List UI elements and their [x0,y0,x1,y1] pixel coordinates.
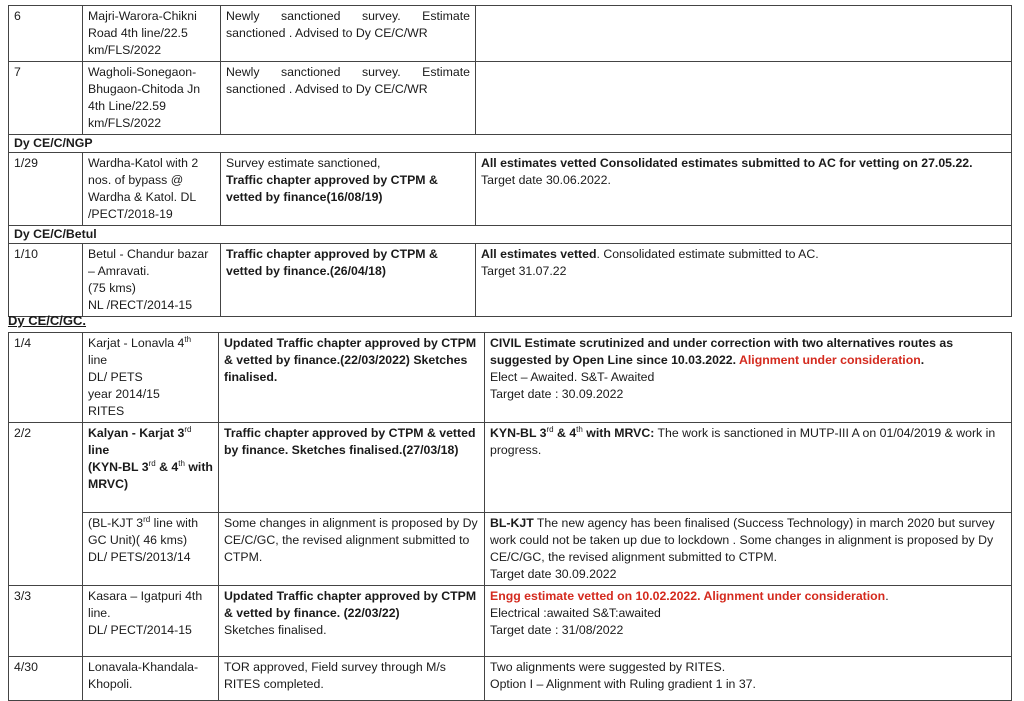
cell-paragraph [490,566,1006,583]
cell-text: KYN-BL 3 [490,426,547,440]
cell-text: The new agency has been finalised (Success Technology) in march 2020 but survey work could not be taken up due to lockdown . Some changes in alignment is proposed by Dy CE/C/GC, the revised alignment submitted to CTPM. [490,516,995,564]
cell-text: line [88,443,110,457]
cell-text: year 2014/15 [88,387,160,401]
cell-text: Kalyan - Karjat 3 [88,426,185,440]
cell-text: with MRVC) [88,460,213,491]
cell-paragraph [490,622,1006,639]
serial-number-cell [9,423,83,513]
remarks-cell [476,153,1012,226]
cell-paragraph [88,297,215,314]
cell-text: Target date 30.09.2022 [490,567,617,581]
cell-text: Target 31.07.22 [481,264,567,278]
serial-number-cell [9,244,83,317]
cell-text: line with GC Unit)( 46 kms) [88,516,199,547]
cell-paragraph [14,246,77,263]
cell-paragraph [481,246,1006,263]
cell-text: Traffic chapter approved by CTPM & vetted by finance.(26/04/18) [226,247,438,278]
cell-paragraph [14,588,77,605]
cell-text: Traffic chapter approved by CTPM & vetted by finance. Sketches finalised.(27/03/18) [224,426,476,457]
remarks-cell [485,657,1012,701]
serial-number-cell [9,6,83,62]
cell-text: (BL-KJT 3 [88,516,144,530]
survey-status-cell [219,423,485,513]
cell-paragraph [490,588,1006,605]
cell-text: CIVIL Estimate scrutinized and under correction with two alternatives routes as suggested by Open Line since 10.03.2022. [490,336,954,367]
cell-text: Updated Traffic chapter approved by CTPM & vetted by finance. (22/03/22) [224,589,477,620]
cell-text: DL/ PETS/2013/14 [88,550,191,564]
remarks-cell [485,513,1012,586]
survey-status-cell [219,657,485,701]
survey-status-cell [219,333,485,423]
highlighted-status-text: Alignment under consideration [739,353,921,367]
cell-paragraph [224,622,479,639]
cell-paragraph [490,605,1006,622]
cell-paragraph [14,155,77,172]
cell-paragraph [88,403,213,420]
cell-paragraph [226,64,470,98]
survey-status-cell [219,586,485,657]
cell-text: All estimates vetted Consolidated estimates submitted to AC for vetting on 27.05.22. [481,156,973,170]
cell-text: 2/2 [14,426,32,440]
cell-paragraph [490,369,1006,386]
cell-paragraph [88,588,213,622]
cell-paragraph [224,335,479,386]
survey-status-cell [221,6,476,62]
serial-number-cell [9,513,83,586]
section-name-cell [83,513,219,586]
remarks-cell [476,244,1012,317]
table-row [9,513,1012,586]
cell-text: Kasara – Igatpuri 4th line. [88,589,203,620]
cell-paragraph [14,8,77,25]
section-header-row [9,226,1012,244]
cell-text: rd [546,424,554,434]
cell-text: Newly sanctioned survey. Estimate sanctioned . Advised to Dy CE/C/WR [226,9,470,40]
cell-text: th [184,334,192,344]
cell-text: The work is sanctioned in MUTP-III A on 01/04/2019 & work in progress. [490,426,996,457]
cell-paragraph [224,425,479,459]
cell-paragraph [88,386,213,403]
cell-text: 6 [14,9,21,23]
remarks-cell [485,423,1012,513]
cell-text: Option I – Alignment with Ruling gradient 1 in 37. [490,677,756,691]
cell-paragraph [88,425,213,442]
cell-text: rd [148,458,156,468]
cell-text: 1/4 [14,336,32,350]
cell-paragraph [490,335,1006,369]
cell-text: DL/ PETS [88,370,143,384]
cell-paragraph [490,425,1006,459]
survey-status-cell [221,62,476,135]
table-row [9,62,1012,135]
cell-text: Updated Traffic chapter approved by CTPM & vetted by finance.(22/03/2022) Sketches finalised. [224,336,477,384]
cell-text: Newly sanctioned survey. Estimate sanctioned . Advised to Dy CE/C/WR [226,65,470,96]
cell-paragraph [226,155,470,172]
cell-text: All estimates vetted [481,247,597,261]
table-row [9,423,1012,513]
cell-text: 3/3 [14,589,32,603]
cell-text: RITES [88,404,125,418]
cell-text: . Consolidated estimate submitted to AC. [596,247,819,261]
remarks-cell [476,62,1012,135]
serial-number-cell [9,62,83,135]
table-row [9,6,1012,62]
cell-paragraph [88,155,215,223]
cell-paragraph [490,515,1006,566]
cell-text: DL/ PECT/2014-15 [88,623,192,637]
cell-paragraph [88,335,213,352]
cell-text: Betul - Chandur bazar – Amravati. [88,247,209,278]
cell-text: with MRVC: [582,426,655,440]
cell-text: 1/29 [14,156,38,170]
section-header: Dy CE/C/Betul [9,226,1012,244]
cell-paragraph [490,386,1006,403]
cell-paragraph [490,676,1006,693]
cell-text: Target date 30.06.2022. [481,173,611,187]
section-name-cell [83,62,221,135]
cell-text: 4/30 [14,660,38,674]
cell-text: rd [143,514,151,524]
cell-paragraph [224,659,479,693]
cell-text: th [178,458,185,468]
section-name-cell [83,153,221,226]
survey-status-cell [219,513,485,586]
cell-text: Wardha-Katol with 2 nos. of bypass @ Wardha & Katol. DL /PECT/2018-19 [88,156,199,221]
highlighted-status-text: Engg estimate vetted on 10.02.2022. Alignment under consideration [490,589,886,603]
survey-status-cell [221,153,476,226]
cell-paragraph [88,8,215,59]
cell-text: Two alignments were suggested by RITES. [490,660,726,674]
cell-paragraph [481,263,1006,280]
cell-paragraph [88,459,213,493]
table-row [9,244,1012,317]
cell-text: Survey estimate sanctioned, [226,156,381,170]
cell-paragraph [226,246,470,280]
cell-paragraph [88,515,213,549]
cell-paragraph [88,442,213,459]
survey-status-table-upper [8,5,1012,317]
cell-text: (KYN-BL 3 [88,460,149,474]
table-row [9,153,1012,226]
cell-text: . [920,353,925,367]
cell-text: 7 [14,65,21,79]
cell-text: Target date : 30.09.2022 [490,387,624,401]
cell-text: Karjat - Lonavla 4 [88,336,185,350]
serial-number-cell [9,153,83,226]
cell-text: 1/10 [14,247,38,261]
cell-text: th [576,424,583,434]
cell-paragraph [481,155,1006,172]
cell-text: line [88,353,108,367]
section-name-cell [83,333,219,423]
survey-status-cell [221,244,476,317]
cell-text: Majri-Warora-Chikni Road 4th line/22.5 km/FLS/2022 [88,9,197,57]
survey-status-table-gc [8,332,1012,701]
section-heading-dy-ce-c-gc: Dy CE/C/GC. [8,313,87,328]
cell-paragraph [490,659,1006,676]
cell-paragraph [88,246,215,280]
remarks-cell [485,586,1012,657]
cell-paragraph [88,352,213,369]
serial-number-cell [9,586,83,657]
cell-paragraph [224,588,479,622]
cell-paragraph [88,622,213,639]
cell-paragraph [226,8,470,42]
cell-paragraph [481,172,1006,189]
cell-paragraph [14,64,77,81]
cell-paragraph [14,659,77,676]
cell-paragraph [14,425,77,442]
serial-number-cell [9,333,83,423]
cell-paragraph [88,280,215,297]
table-row [9,333,1012,423]
cell-text: . [885,589,889,603]
section-name-cell [83,586,219,657]
section-name-cell [83,657,219,701]
section-header-row [9,135,1012,153]
cell-paragraph [88,64,215,132]
cell-text: Some changes in alignment is proposed by Dy CE/C/GC, the revised alignment submitted to CTPM. [224,516,478,564]
cell-text: Sketches finalised. [224,623,327,637]
cell-paragraph [88,549,213,566]
cell-text: Electrical :awaited S&T:awaited [490,606,661,620]
remarks-cell [476,6,1012,62]
serial-number-cell [9,657,83,701]
cell-text: TOR approved, Field survey through M/s RITES completed. [224,660,446,691]
cell-text: & 4 [155,460,179,474]
cell-text: Lonavala-Khandala-Khopoli. [88,660,199,691]
section-name-cell [83,423,219,513]
cell-paragraph [88,659,213,693]
cell-text: Wagholi-Sonegaon-Bhugaon-Chitoda Jn 4th Line/22.59 km/FLS/2022 [88,65,201,130]
remarks-cell [485,333,1012,423]
cell-text: NL /RECT/2014-15 [88,298,193,312]
cell-paragraph [14,335,77,352]
cell-text: (75 kms) [88,281,136,295]
table-row [9,586,1012,657]
cell-text: & 4 [553,426,577,440]
cell-text: rd [184,424,192,434]
table-row [9,657,1012,701]
cell-text: Traffic chapter approved by CTPM & vetted by finance(16/08/19) [226,173,438,204]
cell-paragraph [88,369,213,386]
section-name-cell [83,244,221,317]
cell-text: Target date : 31/08/2022 [490,623,624,637]
cell-text: BL-KJT [490,516,534,530]
section-name-cell [83,6,221,62]
cell-text: Elect – Awaited. S&T- Awaited [490,370,655,384]
cell-paragraph [224,515,479,566]
cell-paragraph [226,172,470,206]
section-header: Dy CE/C/NGP [9,135,1012,153]
